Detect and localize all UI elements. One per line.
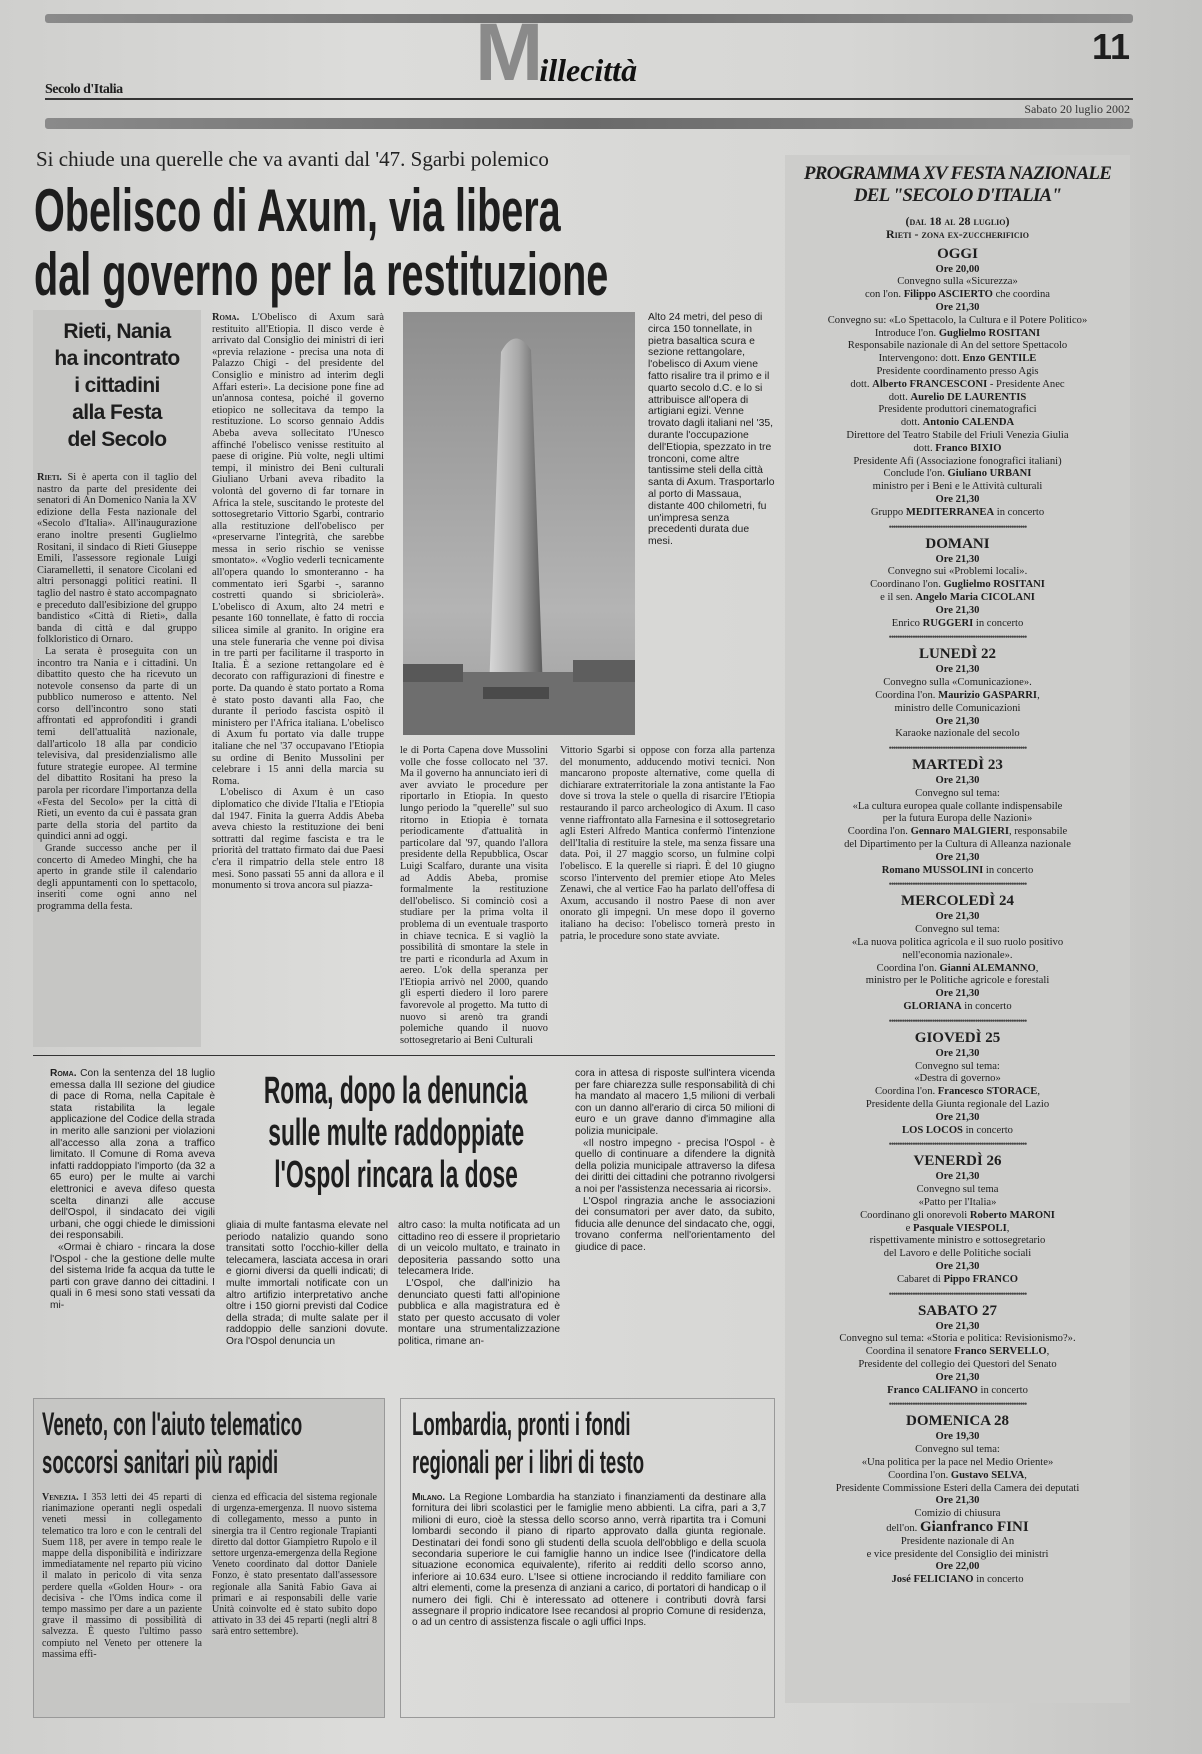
programme-line: Ore 21,30 — [935, 715, 980, 727]
page-number: 11 — [1091, 26, 1130, 67]
programme-line: Presidente del collegio dei Questori del Senato — [858, 1358, 1057, 1370]
programme-line: Direttore del Teatro Stabile del Friuli Venezia Giulia — [846, 429, 1069, 441]
obelisk-photo-image — [403, 312, 635, 735]
programme-text: , responsabile — [1008, 826, 1068, 838]
programme-line — [785, 507, 1130, 520]
programme-text: , — [1037, 689, 1040, 701]
programme-text: , — [1046, 1346, 1050, 1358]
programme-line: Ore 21,30 — [935, 664, 980, 676]
rieti-headline-line: Rieti, Nania — [63, 320, 171, 343]
programme-text: in concerto — [994, 506, 1045, 518]
programme-person-name: Enzo GENTILE — [962, 353, 1037, 365]
programme-line: Convegno sul tema: — [915, 924, 1000, 936]
programme-day-heading: VENERDÌ 26 — [913, 1153, 1002, 1170]
programme-line: del Lavoro e delle Politiche sociali — [883, 1248, 1032, 1260]
programme-person-name: Aurelio DE LAURENTIS — [910, 391, 1027, 403]
obelisk-photo-caption: Alto 24 metri, del peso di circa 150 tonnellate, in pietra basaltica scura e sezione rettangolare, l'obelisco di Axum viene fatto risalire tra il primo e il quarto secolo d.C. e lo si attribuisce all'opera di artigiani egizi. Venne trovato dagli italiani nel '35, durante l'occupazione dell'Etiopia, spezzato in tre tronconi, come altre tantissime steli della città santa di Axum. Trasportarlo al porto di Massaua, distante 400 chilometri, fu un'impresa senza precedenti durata due mesi. — [648, 312, 775, 548]
programme-person-name: Franco BIXIO — [935, 442, 1002, 454]
dateline: Roma. — [50, 1068, 77, 1079]
programme-line: Presidente produttori cinematografici — [878, 404, 1037, 416]
programme-text: Coordina l'on. — [876, 962, 940, 974]
programme-text: Coordinano gli onorevoli — [860, 1209, 970, 1221]
programme-line — [785, 1346, 1130, 1359]
programme-person-name: Angelo Maria CICOLANI — [915, 591, 1035, 603]
lead-headline-line-2: dal governo per la restituzione — [34, 241, 609, 308]
programme-line — [785, 353, 1130, 366]
programme-separator: •••••••••••••••••••••••••••••••••••••••••••••••••••••••••••••••• — [888, 1015, 1027, 1026]
programme-line — [785, 1223, 1130, 1236]
obelisk-photo — [403, 312, 635, 735]
programme-line — [785, 618, 1130, 631]
programme-separator: •••••••••••••••••••••••••••••••••••••••••••••••••••••••••••••••• — [888, 743, 1027, 754]
lombardia-headline — [412, 1405, 767, 1481]
multe-article-col-4 — [575, 1068, 775, 1360]
paragraph: gliaia di multe fantasma elevate nel periodo natalizio quando sono transitati sotto l'occhio-killer della telecamera, lasciata accesa in orari e giorni diversi da quelli indicati; di multe immortali notificate con un altro artifizio interpretativo anche oltre i 150 giorni previsti dal Codice della strada; di multe salate per il raddoppio delle sanzioni dovute. Ora l'Ospol denuncia un — [226, 1220, 388, 1347]
paragraph: Con la sentenza del 18 luglio emessa dalla III sezione del giudice di pace di Roma, nella Capitale è stata ristabilita la legale applicazione del Codice della strada in merito alle sanzioni per violazioni all'accesso alla zona a traffico limitato. Il Comune di Roma aveva infatti raddoppiato l'importo (da 32 a 65 euro) per le multe ai varchi elettronici e aveva difeso questa scelta dinanzi alle accuse dell'Ospol, il sindacato dei vigili urbani, che oggi chiede le dimissioni dei responsabili. — [50, 1068, 215, 1242]
programme-person-name: LOS LOCOS — [902, 1124, 963, 1136]
rieti-headline-line: del Secolo — [67, 428, 167, 451]
programme-person-name: Gianfranco FINI — [919, 1518, 1029, 1535]
programme-line: Convegno sul tema: — [915, 1444, 1000, 1456]
programme-line — [785, 1274, 1130, 1287]
paragraph: le di Porta Capena dove Mussolini volle che fosse collocato nel '37. Ma il governo ha annunciato ieri di aver avviato le procedure per riportarlo in Etiopia. In questo lungo periodo la "querelle" sul suo ritorno in Etiopia è tornata periodicamente d'attualità in particolare dal '97, quando l'allora presidente della Repubblica, Oscar Luigi Scalfaro, durante una visita ad Addis Abeba, promise formalmente la restituzione dell'obelisco. Si cominciò così a studiare per la prima volta il problema di un eventuale trasporto in chiave tecnica. E si vagliò la possibilità di smontare la stele in tre parti e ricondurla ad Axum in aereo. L'ok della speranza per l'Etiopia arrivò nel 2000, quando gli esperti diedero il loro parere favorevole al progetto. Ma tutto di nuovo si arenò tra grandi polemiche quando il nuovo sottosegretario ai Beni Culturali — [400, 745, 548, 1045]
programme-line: Ore 21,30 — [935, 851, 980, 863]
programme-text: - Presidente Anec — [987, 378, 1065, 390]
programme-line — [785, 826, 1130, 839]
multe-headline — [226, 1070, 566, 1196]
masthead-bottom-band — [45, 118, 1133, 129]
programme-line: Ore 21,30 — [935, 1111, 980, 1123]
programme-line: Convegno sul tema — [916, 1184, 999, 1196]
programme-line: Presidente Commissione Esteri della Camera dei deputati — [835, 1482, 1080, 1494]
programme-line: Ore 21,30 — [935, 1371, 980, 1383]
programme-line — [785, 1001, 1130, 1014]
programme-person-name: Franco CALIFANO — [887, 1384, 978, 1396]
programme-separator: •••••••••••••••••••••••••••••••••••••••••••••••••••••••••••••••• — [888, 1139, 1027, 1150]
programme-title: PROGRAMMA XV FESTA NAZIONALE — [803, 163, 1112, 184]
programme-person-name: Alberto FRANCESCONI — [872, 378, 988, 390]
programme-text: Introduce l'on. — [874, 327, 939, 339]
programme-separator: •••••••••••••••••••••••••••••••••••••••••••••••••••••••••••••••• — [888, 1399, 1027, 1410]
programme-separator: •••••••••••••••••••••••••••••••••••••••••••••••••••••••••••••••• — [888, 879, 1027, 890]
programme-person-name: Romano MUSSOLINI — [881, 864, 984, 876]
programme-text: Coordina l'on. — [875, 689, 939, 701]
programme-person-name: Pippo FRANCO — [943, 1273, 1018, 1285]
programme-line — [785, 443, 1130, 456]
programme-line: Ore 22,00 — [935, 1561, 980, 1573]
programme-line — [785, 1210, 1130, 1223]
programme-line: nell'economia nazionale». — [902, 949, 1013, 961]
programme-line — [785, 1086, 1130, 1099]
programme-line: Ore 21,30 — [935, 1171, 980, 1183]
dateline: Milano. — [412, 1492, 446, 1503]
veneto-article-col-1 — [42, 1492, 202, 1712]
paragraph: L'Ospol, che dall'inizio ha denunciato questi fatti all'opinione pubblica e alla magistratura ed è stato per questo accusato di voler montare una strumentalizzazione politica, rimane an- — [398, 1277, 560, 1347]
programme-text: , — [1035, 962, 1039, 974]
masthead-rule — [45, 98, 1133, 100]
programme-line: Presidente della Giunta regionale del Lazio — [865, 1099, 1050, 1111]
programme-line: Convegno sul tema: — [915, 787, 1000, 799]
programme-person-name: José FELICIANO — [891, 1574, 974, 1586]
programme-line — [785, 392, 1130, 405]
lombardia-headline-line: regionali per i libri di testo — [412, 1444, 645, 1480]
programme-line: Ore 21,30 — [935, 1261, 980, 1272]
programme-text: dell'on. — [886, 1522, 920, 1534]
programme-text: in concerto — [961, 1001, 1012, 1013]
programme-text: Enrico — [891, 617, 923, 629]
section-logo — [475, 7, 638, 98]
lead-headline-line-1: Obelisco di Axum, via libera — [34, 177, 561, 244]
programme-line: Comizio di chiusura — [914, 1508, 1001, 1520]
programme-line: Ore 21,30 — [935, 553, 980, 565]
paragraph: L'Ospol ringrazia anche le associazioni dei consumatori per aver dato, da subito, fiducia alle denunce del sindacato che, oggi, trovano conferma nell'orientamento del giudice di pace. — [575, 1195, 775, 1253]
programme-text: Coordina l'on. — [888, 1469, 951, 1481]
programme-day-heading: DOMENICA 28 — [906, 1413, 1009, 1430]
rieti-headline-line: ha incontrato — [54, 347, 180, 370]
programme-line — [785, 417, 1130, 430]
programme-text: dott. — [888, 391, 911, 403]
programme-line: Ore 21,30 — [935, 988, 980, 1000]
lead-kicker: Si chiude una querelle che va avanti dal '47. Sgarbi polemico — [36, 147, 549, 171]
programme-line — [785, 289, 1130, 302]
programme-line — [785, 1385, 1130, 1398]
programme-line: Presidente Afi (Associazione fonografici italiani) — [853, 455, 1062, 467]
programme-person-name: Francesco STORACE — [937, 1086, 1038, 1098]
programme-person-name: Franco SERVELLO — [954, 1346, 1047, 1358]
programme-text: in concerto — [973, 1574, 1024, 1586]
programme-text: e il sen. — [880, 591, 916, 603]
programme-day-heading: MARTEDÌ 23 — [912, 757, 1003, 774]
paper-name: Secolo d'Italia — [45, 82, 123, 97]
programme-day-heading: DOMANI — [925, 535, 990, 552]
programme-line — [785, 1518, 1130, 1536]
programme-line — [785, 379, 1130, 392]
programme-day-heading: OGGI — [937, 245, 978, 262]
programme-line: per la futura Europa delle Nazioni» — [882, 813, 1033, 825]
programme-line: «Patto per l'Italia» — [918, 1197, 997, 1209]
programme-text: , — [1037, 1086, 1041, 1098]
programme-line: Ore 21,30 — [935, 604, 980, 616]
programme-place: Rieti - zona ex-zuccherificio — [885, 226, 1029, 241]
programme-line: Ore 21,30 — [935, 1320, 980, 1332]
programme-day-heading: SABATO 27 — [917, 1302, 998, 1319]
programme-separator: •••••••••••••••••••••••••••••••••••••••••••••••••••••••••••••••• — [888, 632, 1027, 643]
programme-person-name: Antonio CALENDA — [922, 417, 1015, 429]
programme-line: «Destra di governo» — [914, 1073, 1001, 1085]
obelisk-article-col-1 — [212, 312, 384, 1045]
paragraph: cora in attesa di risposte sull'intera vicenda per fare chiarezza sulle responsabilità di chi ha mandato al macero 1,5 milioni di verbali con un danno all'erario di circa 50 milioni di euro e un grave danno d'immagine alla polizia municipale. — [575, 1068, 775, 1137]
programme-line: Ore 21,30 — [935, 493, 980, 505]
programme-text: in concerto — [973, 617, 1024, 629]
programme-days — [785, 245, 1130, 1587]
programme-text: con l'on. — [865, 289, 904, 301]
issue-date: Sabato 20 luglio 2002 — [1024, 102, 1130, 116]
programme-line: Presidente nazionale di An — [900, 1535, 1015, 1547]
rieti-headline-line: i cittadini — [74, 374, 160, 397]
programme-text: Conclude l'on. — [883, 468, 948, 480]
programme-text: che coordina — [992, 289, 1050, 301]
programme-day-heading: MERCOLEDÌ 24 — [901, 893, 1014, 910]
programme-person-name: Gennaro MALGIERI — [910, 826, 1009, 838]
dateline: Rieti. — [37, 472, 62, 483]
programme-person-name: GLORIANA — [903, 1001, 962, 1013]
programme-person-name: Giuliano URBANI — [947, 468, 1032, 480]
programme-text: e — [905, 1222, 913, 1234]
festival-programme-box — [785, 155, 1130, 1703]
programme-title-2: DEL "SECOLO D'ITALIA" — [853, 185, 1062, 206]
programme-line: Convegno sul tema: — [915, 1060, 1000, 1072]
multe-headline-line: Roma, dopo la denuncia — [264, 1070, 528, 1112]
programme-text: Coordina il senatore — [865, 1346, 955, 1358]
programme-line: Responsabile nazionale di An del settore Spettacolo — [847, 340, 1068, 352]
programme-text: in concerto — [983, 864, 1034, 876]
multe-article-col-3 — [398, 1220, 560, 1360]
programme-text: Gruppo — [870, 506, 906, 518]
paragraph: cienza ed efficacia del sistema regionale di urgenza-emergenza. Il nuovo sistema di collegamento, messo a punto in sinergia tra il Centro regionale Trapianti diretto dal dottor Giampietro Rupolo e il settore urgenza-emergenza della Regione Veneto coordinato dal dottor Daniele Fonzo, è stato presentato dall'assessore regionale alla Sanità Fabio Gava ai primari e ai responsabili delle varie Unità coinvolte ed è stato subito dopo attivato in 33 dei 45 reparti (negli altri 8 sarà entro settembre). — [212, 1492, 377, 1638]
programme-line: Ore 20,00 — [935, 263, 980, 275]
section-logo-initial: M — [475, 7, 540, 98]
programme-line — [785, 690, 1130, 703]
programme-line: Ore 21,30 — [935, 775, 980, 787]
programme-person-name: Guglielmo ROSITANI — [938, 327, 1041, 339]
rieti-headline-line: alla Festa — [72, 401, 162, 424]
section-logo-rest: illecittà — [539, 52, 638, 88]
programme-person-name: RUGGERI — [922, 617, 974, 629]
obelisk-article-col-3 — [560, 745, 775, 1045]
programme-line: Ore 21,30 — [935, 1495, 980, 1507]
programme-line: Presidente coordinamento presso Agis — [876, 365, 1039, 377]
programme-text: dott. — [913, 442, 936, 454]
veneto-headline-line: Veneto, con l'aiuto telematico — [42, 1406, 303, 1442]
programme-line — [785, 1470, 1130, 1483]
programme-line: Convegno su: «Lo Spettacolo, la Cultura e il Potere Politico» — [827, 314, 1088, 326]
programme-person-name: Roberto MARONI — [969, 1209, 1055, 1221]
programme-text: Intervengono: dott. — [878, 353, 963, 365]
paragraph: Si è aperta con il taglio del nastro da parte del presidente dei senatori di An Domenico Nania la XV edizione della Festa nazionale del «Secolo d'Italia». All'inaugurazione erano inoltre presenti Guglielmo Rositani, il sindaco di Rieti Giuseppe Emili, l'assessore regionale Luigi Ciaramelletti, il senatore Cicolani ed altri personaggi politici reatini. Il taglio del nastro è stato accompagnato e preceduto dall'esibizione del gruppo bandistico «Città di Rieti», dalla banda di città e dal gruppo folkloristico di Ornaro. — [37, 472, 197, 646]
programme-text: dott. — [850, 378, 873, 390]
programme-line: Convegno sulla «Sicurezza» — [897, 276, 1018, 288]
programme-person-name: MEDITERRANEA — [905, 506, 995, 518]
programme-line — [785, 865, 1130, 878]
programme-line — [785, 592, 1130, 605]
programme-line: «Una politica per la pace nel Medio Oriente» — [861, 1456, 1054, 1468]
programme-separator: •••••••••••••••••••••••••••••••••••••••••••••••••••••••••••••••• — [888, 1288, 1027, 1299]
paragraph: La Regione Lombardia ha stanziato i finanziamenti da destinare alla fornitura dei libri scolastici per le famiglie meno abbienti. La cifra, pari a 3,7 milioni di euro, cioè la stessa dello scorso anno, verrà ripartita tra i Comuni lombardi secondo il piano di riparto approvato dalla giunta regionale. Destinatari dei fondi sono gli studenti della scuola dell'obbligo e della scuola secondaria superiore le cui famiglie hanno un indice Isee (l'indicatore della situazione economica equivalente), riferito ai redditi dello scorso anno, inferiore ai 10.634 euro. L'Isee si ottiene incrociando il reddito familiare con altri elementi, come la presenza di anziani a carico, di portatori di handicap o il numero dei figli. Chi è interessato ad ottenere i contributi dovrà farsi assegnare il proprio indicatore Isee recandosi al proprio Comune di residenza, o ad un centro di assistenza fiscale o agli uffici Inps. — [412, 1492, 766, 1629]
paragraph: I 353 letti dei 45 reparti di rianimazione operanti negli ospedali veneti messi in collegamento telematico tra loro e con le centrali del Suem 118, per avere in tempo reale le mappe della disponibilità e indirizzare immediatamente nel reparto più vicino il malato in pericolo di vita senza perdere quella «Golden Hour» - ora decisiva - che l'Oms indica come il tempo massimo per dare a un paziente grave il massimo di possibilità di salvezza. È questo l'ultimo passo compiuto nel Veneto per ottenere la massima effi- — [42, 1492, 202, 1660]
programme-text: in concerto — [977, 1384, 1028, 1396]
programme-line — [785, 963, 1130, 976]
programme-line: Karaoke nazionale del secolo — [895, 728, 1020, 740]
lombardia-headline-line: Lombardia, pronti i fondi — [412, 1406, 631, 1442]
paragraph: Vittorio Sgarbi si oppose con forza alla partenza del monumento, adducendo motivi tecnici. Non mancarono proposte alternative, come quella di dichiarare extraterritoriale la zona antistante la Fao dove si trova la stele o quella di risarcire l'Etiopia restaurando il parco archeologico di Axum. Il caso venne riaffrontato alla Farnesina e il sottosegretario agli Esteri Alfredo Mantica confermò l'intenzione dell'Italia di restituire la stele, ma senza fissare una data. Poi, il 27 maggio scorso, un fulmine colpì l'obelisco. E la querelle si riaprì. È del 10 giugno scorso l'intervento del premier etiope Ato Meles Zenawi, che al vertice Fao ha parlato dell'offesa di Axum, accusando il nostro Paese di non aver onorato gli impegni. Un mese dopo il governo italiano ha deciso: l'obelisco tornerà presto in patria, le procedure sono state avviate. — [560, 745, 775, 942]
programme-person-name: Gianni ALEMANNO — [939, 962, 1036, 974]
programme-line: ministro delle Comunicazioni — [894, 702, 1021, 714]
programme-text: in concerto — [962, 1124, 1013, 1136]
programme-line: «La cultura europea quale collante indispensabile — [852, 800, 1063, 812]
programme-line — [785, 328, 1130, 341]
programme-person-name: Guglielmo ROSITANI — [943, 579, 1045, 591]
rieti-headline — [33, 318, 201, 453]
programme-day-heading: GIOVEDÌ 25 — [914, 1029, 1001, 1046]
programme-line: rispettivamente ministro e sottosegretario — [869, 1235, 1046, 1247]
multe-article-col-1 — [50, 1068, 215, 1360]
programme-line: Convegno sulla «Comunicazione». — [883, 677, 1032, 689]
veneto-headline — [42, 1405, 377, 1481]
programme-text: Cabaret di — [897, 1273, 944, 1285]
lombardia-article-body — [412, 1492, 766, 1712]
dateline: Roma. — [212, 312, 240, 323]
rieti-article-body — [37, 472, 197, 1042]
programme-text: , — [1006, 1222, 1010, 1234]
multe-headline-line: l'Ospol rincara la dose — [274, 1154, 518, 1196]
paragraph: L'Obelisco di Axum sarà restituito all'Etiopia. Il disco verde è arrivato dal Consiglio dei ministri di ieri «previa relazione - precisa una nota di Palazzo Chigi - del presidente del Consiglio e ministro ad interim degli Affari esteri». La decisione pone fine ad un'annosa contesa, poiché il governo etiopico ne sollecitava da tempo la restituzione. Lo scorso gennaio Addis Abeba aveva sollecitato l'Unesco affinché l'obelisco venisse restituito al paese di origine. Più volte, negli ultimi tempi, il ministro dei Beni culturali Giuliano Urbani aveva ribadito la volontà del governo di far tornare in Africa la stele, suscitando le proteste del sottosegretario Vittorio Sgarbi, contrario alla restituzione dell'obelisco per «preservarne l'integrità, che sarebbe messa in serio rischio se venisse smontato». «Voglio vederli tecnicamente all'opera quando lo smonteranno - ha commentato ieri Sgarbi -, saranno costretti quando si sbriciolerà». L'obelisco di Axum, alto 24 metri e pesante 160 tonnellate, è fatto di roccia silicea simile al granito. In origine era una stele funeraria che venne poi divisa in tre parti per facilitarne il trasporto in Italia. È a sezione rettangolare ed è decorato con raffigurazioni di finestre e porte. Da quando è stato portato a Roma è stato posto davanti alla Fao, che durante il periodo fascista ospitò il ministero per l'Africa italiana. L'obelisco di Axum fu portato via dalle truppe italiane che nel '37 occupavano l'Etiopia su ordine di Benito Mussolini per celebrare i 15 anni della marcia su Roma. — [212, 312, 384, 787]
programme-line — [785, 1574, 1130, 1587]
programme-line — [785, 1125, 1130, 1138]
programme-line: Ore 21,30 — [935, 301, 980, 313]
programme-line: e vice presidente del Consiglio dei ministri — [866, 1548, 1049, 1560]
obelisk-article-col-2 — [400, 745, 548, 1045]
multe-article-col-2 — [226, 1220, 388, 1360]
programme-line: del Dipartimento per la Cultura di Alleanza nazionale — [844, 839, 1071, 851]
programme-line: Ore 19,30 — [935, 1431, 980, 1443]
programme-line: ministro per le Politiche agricole e forestali — [865, 975, 1050, 987]
multe-headline-line: sulle multe raddoppiate — [268, 1112, 524, 1154]
paragraph: Grande successo anche per il concerto di Amedeo Minghi, che ha aperto in grande stile il calendario degli appuntamenti con lo spettacolo, inseriti come ogni anno nel programma della festa. — [37, 843, 197, 912]
programme-text: Coordina l'on. — [847, 826, 911, 838]
paragraph: La serata è proseguita con un incontro tra Nania e i cittadini. Un dibattito questo che ha ricevuto un notevole consenso da parte di un pubblico numeroso e attento. Nel corso dell'incontro sono stati affrontati ed approfonditi i grandi temi dell'attualità nazionale, dall'articolo 18 alla par condicio televisiva, dal presidenzialismo alle future strategie europee. Al termine del dibattito Rositani ha preso la parola per ricordare l'importanza della «Festa del Secolo» per la città di Rieti, un evento da cui è passata gran parte della storia del partito da quindici anni ad oggi. — [37, 645, 197, 843]
programme-line: Convegno sul tema: «Storia e politica: Revisionismo?». — [839, 1333, 1076, 1345]
veneto-headline-line: soccorsi sanitari più rapidi — [42, 1444, 279, 1480]
programme-line — [785, 579, 1130, 592]
programme-day-heading: LUNEDÌ 22 — [918, 646, 997, 663]
programme-dates: (dal 18 al 28 luglio) — [905, 214, 1010, 228]
programme-line — [785, 468, 1130, 481]
programme-text: Coordinano l'on. — [870, 579, 944, 591]
paragraph: L'obelisco di Axum è un caso diplomatico che divide l'Italia e l'Etiopia dal 1947. Finita la guerra Addis Abeba aveva chiesto la restituzione dei beni sottratti dal regime fascista e tra le priorità del trattato firmato dai due Paesi c'era il rimpatrio della stele entro 18 mesi. Sono passati 55 anni da allora e il monumento si trova ancora sul piazza- — [212, 787, 384, 892]
programme-line: Ore 21,30 — [935, 1047, 980, 1059]
programme-line: Ore 21,30 — [935, 911, 980, 923]
veneto-article-col-2 — [212, 1492, 377, 1712]
paragraph: «Ormai è chiaro - rincara la dose l'Ospol - che la gestione delle multe del sistema Iride fa acqua da tutte le parti con grave danno dei cittadini. I quali in 6 mesi sono stati vessati da mi- — [50, 1241, 215, 1311]
programme-text: Coordina l'on. — [874, 1086, 938, 1098]
programme-text: dott. — [900, 417, 923, 429]
section-divider — [33, 1055, 775, 1056]
programme-person-name: Maurizio GASPARRI — [938, 689, 1038, 701]
programme-line: «La nuova politica agricola e il suo ruolo positivo — [851, 937, 1064, 949]
programme-text: , — [1024, 1469, 1027, 1481]
programme-person-name: Filippo ASCIERTO — [903, 289, 993, 301]
dateline: Venezia. — [42, 1492, 79, 1503]
programme-person-name: Pasquale VIESPOLI — [912, 1222, 1007, 1234]
programme-separator: •••••••••••••••••••••••••••••••••••••••••••••••••••••••••••••••• — [888, 521, 1027, 532]
programme-person-name: Gustavo SELVA — [950, 1469, 1025, 1481]
programme-line: ministro per i Beni e le Attività culturali — [872, 481, 1043, 493]
paragraph: «Il nostro impegno - precisa l'Ospol - è quello di continuare a difendere la dignità della polizia municipale attraverso la difesa dei diritti dei cittadini che potranno rivolgersi a noi per l'assistenza necessaria ai ricorsi». — [575, 1137, 775, 1195]
programme-line: Convegno sui «Problemi locali». — [887, 566, 1028, 578]
paragraph: altro caso: la multa notificata ad un cittadino reo di essere il proprietario di un veicolo multato, e trainato in depositeria passando sotto una telecamera Iride. — [398, 1220, 560, 1278]
